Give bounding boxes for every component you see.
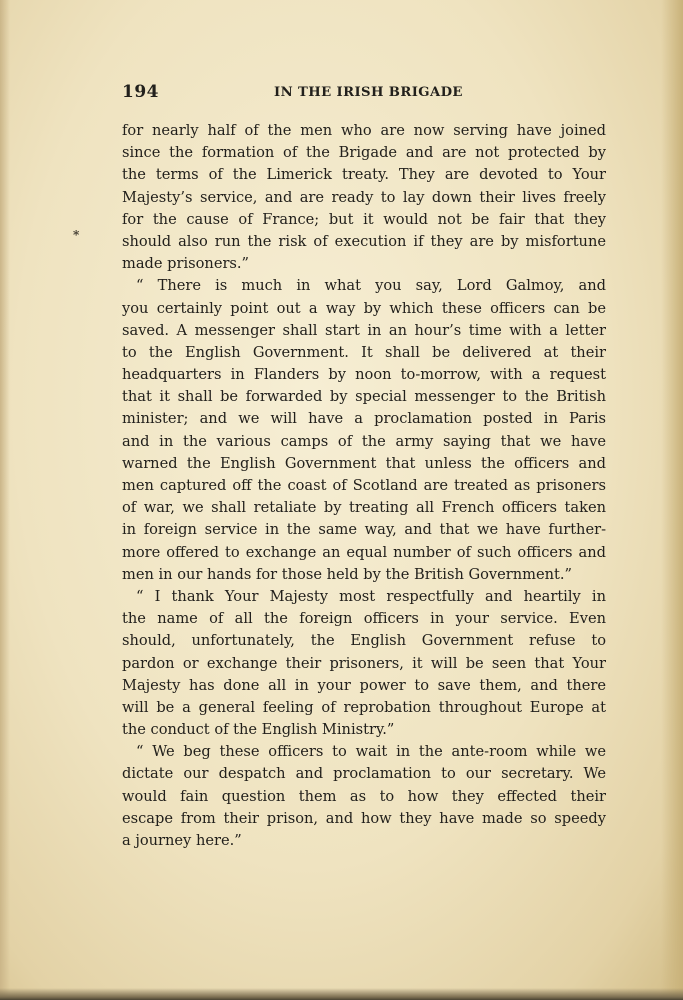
text-line: “ There is much in what you say, Lord Galmoy, and xyxy=(136,277,606,295)
text-line: in foreign service in the same way, and that we have further- xyxy=(122,521,606,539)
text-line: minister; and we will have a proclamation posted in Paris xyxy=(122,410,606,428)
text-line: headquarters in Flanders by noon to-morrow, with a request xyxy=(122,366,606,384)
text-line: made prisoners.” xyxy=(122,255,250,273)
text-line: for the cause of France; but it would not be fair that they xyxy=(122,210,606,228)
text-line: dictate our despatch and proclamation to our secretary. We xyxy=(122,765,606,783)
body-text xyxy=(122,120,606,852)
text-line: pardon or exchange their prisoners, it will be seen that Your xyxy=(122,654,606,672)
page-right-edge xyxy=(661,0,683,1000)
text-line: warned the English Government that unless the officers and xyxy=(122,454,606,472)
margin-mark: * xyxy=(73,228,80,242)
text-line: “ I thank Your Majesty most respectfully and heartily in xyxy=(136,587,606,605)
text-line: should, unfortunately, the English Government refuse to xyxy=(122,632,606,650)
text-line: to the English Government. It shall be delivered at their xyxy=(122,343,606,361)
text-line: since the formation of the Brigade and are not protected by xyxy=(122,144,606,162)
text-line: more offered to exchange an equal number of such officers and xyxy=(122,543,606,561)
text-line: “ We beg these officers to wait in the ante-room while we xyxy=(136,743,606,761)
page-bottom-edge xyxy=(0,988,683,1000)
text-line: for nearly half of the men who are now serving have joined xyxy=(122,122,606,139)
text-line: the name of all the foreign officers in your service. Even xyxy=(122,610,606,628)
text-line: and in the various camps of the army saying that we have xyxy=(122,432,606,450)
text-line: escape from their prison, and how they have made so speedy xyxy=(122,809,606,827)
page-number: 194 xyxy=(122,82,159,102)
text-line: Majesty has done all in your power to save them, and there xyxy=(122,676,606,694)
page-left-edge xyxy=(0,0,10,1000)
text-line: you certainly point out a way by which these officers can be xyxy=(122,299,606,317)
text-line: men captured off the coast of Scotland are treated as prisoners xyxy=(122,477,606,494)
text-line: that it shall be forwarded by special messenger to the British xyxy=(122,388,606,406)
text-line: would fain question them as to how they effected their xyxy=(122,787,606,805)
text-line: a journey here.” xyxy=(122,832,242,849)
text-line: saved. A messenger shall start in an hour’s time with a letter xyxy=(122,321,606,339)
text-line: should also run the risk of execution if they are by misfortune xyxy=(122,232,606,250)
text-line: Majesty’s service, and are ready to lay down their lives freely xyxy=(122,188,606,206)
text-line: will be a general feeling of reprobation throughout Europe at xyxy=(122,698,606,716)
running-head: IN THE IRISH BRIGADE xyxy=(274,85,463,100)
text-line: men in our hands for those held by the British Government.” xyxy=(122,565,573,583)
text-line: the conduct of the English Ministry.” xyxy=(122,721,395,739)
text-line: the terms of the Limerick treaty. They are devoted to Your xyxy=(122,166,606,184)
page-header xyxy=(122,82,606,104)
text-line: of war, we shall retaliate by treating all French officers taken xyxy=(122,499,606,517)
